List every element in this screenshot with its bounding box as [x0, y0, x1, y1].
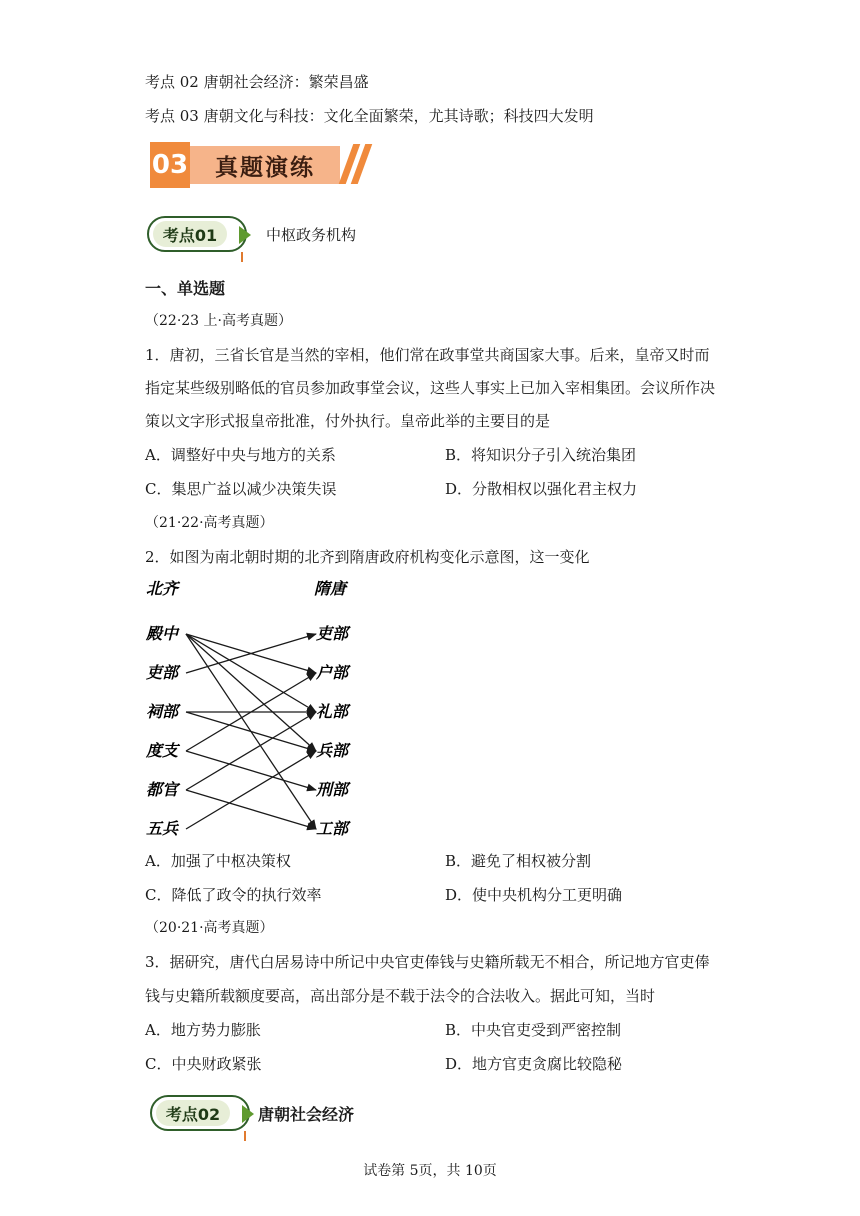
q1-stem-line: 1．唐初，三省长官是当然的宰相，他们常在政事堂共商国家大事。后来，皇帝又时而: [145, 346, 710, 364]
diagram-right-node: 工部: [316, 819, 349, 838]
diagram-edge-arrow: [186, 712, 316, 751]
q3-source: （20·21·高考真题）: [145, 920, 274, 936]
diagram-right-node: 礼部: [316, 702, 349, 721]
q3-option-a[interactable]: A．地方势力膨胀: [145, 1021, 261, 1039]
q2-option-c[interactable]: C．降低了政令的执行效率: [145, 886, 322, 904]
diagram-edge-arrow: [186, 790, 316, 829]
q1-option-a[interactable]: A．调整好中央与地方的关系: [145, 446, 336, 464]
diagram-left-node: 都官: [146, 780, 179, 799]
q3-stem-line: 3．据研究，唐代白居易诗中所记中央官吏俸钱与史籍所载无不相合，所记地方官吏俸: [145, 953, 710, 971]
q3-option-c[interactable]: C．中央财政紧张: [145, 1055, 262, 1073]
page-footer: 试卷第 5页，共 10页: [363, 1163, 497, 1179]
banner-number: 03: [150, 142, 190, 188]
diagram-right-node: 刑部: [316, 780, 349, 799]
diagram-left-node: 吏部: [146, 663, 179, 682]
diagram-edge-arrow: [186, 634, 316, 751]
q1-source: （22·23 上·高考真题）: [145, 313, 292, 329]
diagram-edge-arrow: [186, 634, 316, 712]
institution-change-diagram: [140, 574, 370, 840]
badge-tick-decoration: [244, 1131, 246, 1141]
diagram-left-node: 五兵: [146, 819, 179, 838]
kaodian-02-badge-label: 考点02: [156, 1100, 230, 1126]
diagram-left-node: 殿中: [146, 624, 179, 643]
q1-option-d[interactable]: D．分散相权以强化君主权力: [445, 480, 638, 498]
badge-tick-decoration: [241, 252, 243, 262]
section-banner: [150, 142, 368, 188]
kaodian-02-badge: [150, 1095, 250, 1131]
q1-option-b[interactable]: B．将知识分子引入统治集团: [445, 446, 637, 464]
q1-option-c[interactable]: C．集思广益以减少决策失误: [145, 480, 337, 498]
section-heading: 一、单选题: [145, 279, 226, 298]
diagram-left-node: 祠部: [146, 702, 179, 721]
diagram-edge-arrow: [186, 712, 316, 790]
diagram-edge-arrow: [186, 751, 316, 829]
arrow-tip-icon: [239, 226, 251, 244]
banner-title: 真题演练: [190, 146, 340, 184]
q2-source: （21·22·高考真题）: [145, 515, 274, 531]
q2-option-b[interactable]: B．避免了相权被分割: [445, 852, 592, 870]
diagram-right-node: 户部: [316, 663, 349, 682]
q2-option-d[interactable]: D．使中央机构分工更明确: [445, 886, 623, 904]
arrow-tip-icon: [242, 1105, 254, 1123]
q1-stem-line: 策以文字形式报皇帝批准，付外执行。皇帝此举的主要目的是: [145, 412, 551, 430]
intro-kaodian-02: 考点 02 唐朝社会经济：繁荣昌盛: [145, 73, 369, 91]
kaodian-01-badge-label: 考点01: [153, 221, 227, 247]
diagram-edge-arrow: [186, 751, 316, 790]
diagram-left-node: 度支: [146, 741, 179, 760]
diagram-right-node: 兵部: [316, 741, 349, 760]
q1-stem-line: 指定某些级别略低的官员参加政事堂会议，这些人事实上已加入宰相集团。会议所作决: [145, 379, 716, 397]
kaodian-02-title: 唐朝社会经济: [258, 1105, 355, 1124]
q2-stem-line: 2．如图为南北朝时期的北齐到隋唐政府机构变化示意图，这一变化: [145, 548, 590, 566]
intro-kaodian-03: 考点 03 唐朝文化与科技：文化全面繁荣，尤其诗歌；科技四大发明: [145, 107, 594, 125]
diagram-left-header: 北齐: [146, 579, 179, 598]
q2-option-a[interactable]: A．加强了中枢决策权: [145, 852, 291, 870]
diagram-right-node: 吏部: [316, 624, 349, 643]
kaodian-01-badge: [147, 216, 247, 252]
q3-option-b[interactable]: B．中央官吏受到严密控制: [445, 1021, 622, 1039]
q3-option-d[interactable]: D．地方官吏贪腐比较隐秘: [445, 1055, 623, 1073]
kaodian-01-title: 中枢政务机构: [266, 226, 357, 244]
diagram-right-header: 隋唐: [314, 579, 347, 598]
q3-stem-line: 钱与史籍所载额度要高，高出部分是不载于法令的合法收入。据此可知，当时: [145, 987, 656, 1005]
